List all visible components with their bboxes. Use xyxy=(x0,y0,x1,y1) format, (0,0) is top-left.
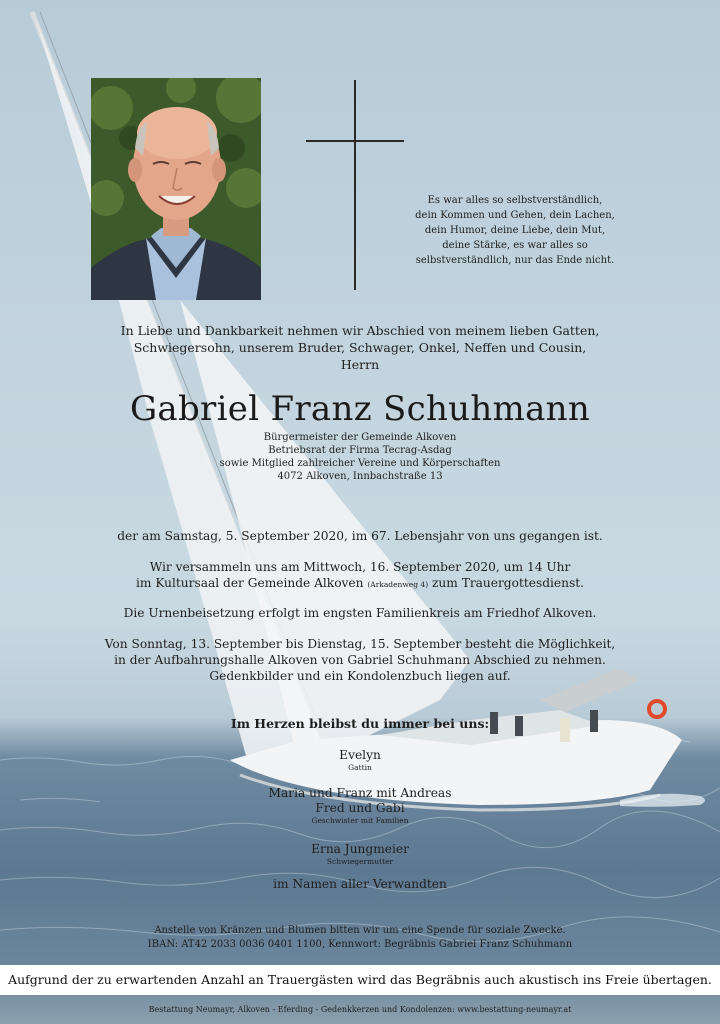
mourner-name: Maria und Franz mit Andreas xyxy=(268,786,452,800)
funeral-home-footer: Bestattung Neumayr, Alkoven - Eferding - Gedenkkerzen und Kondolenzen: www.bestattung-neumayr.at xyxy=(148,1005,572,1014)
cross-horizontal-bar xyxy=(306,140,404,142)
mourner-name: Fred und Gabi xyxy=(315,801,405,815)
venue-address: (Arkadenweg 4) xyxy=(367,580,429,589)
iban-line: IBAN: AT42 2033 0036 0401 1100, Kennwort: Begräbnis Gabriel Franz Schuhmann xyxy=(147,939,573,950)
mourner-role: Schwiegermutter xyxy=(326,857,394,866)
donation-line: Anstelle von Kränzen und Blumen bitten wir um eine Spende für soziale Zwecke. xyxy=(154,925,566,936)
intro-line: Herrn xyxy=(340,357,380,372)
mourner-relatives: im Namen aller Verwandten xyxy=(273,877,447,891)
donation-request xyxy=(60,924,660,952)
service-venue: im Kultursaal der Gemeinde Alkoven xyxy=(136,576,368,590)
urn-burial-info: Die Urnenbeisetzung erfolgt im engsten Familienkreis am Friedhof Alkoven. xyxy=(123,606,597,620)
title-line: sowie Mitglied zahlreicher Vereine und Körperschaften xyxy=(219,458,501,469)
mourner-name: Evelyn xyxy=(339,748,381,762)
title-line: Bürgermeister der Gemeinde Alkoven xyxy=(263,432,457,443)
poem-line: Es war alles so selbstverständlich, xyxy=(427,195,603,206)
title-line: Betriebsrat der Firma Tecrag-Asdag xyxy=(268,445,452,456)
intro-line: In Liebe und Dankbarkeit nehmen wir Abschied von meinem lieben Gatten, xyxy=(120,323,600,338)
poem-line: dein Kommen und Gehen, dein Lachen, xyxy=(415,210,615,221)
viewing-line: Von Sonntag, 13. September bis Dienstag, 15. September besteht die Möglichkeit, xyxy=(104,637,616,651)
deceased-name: Gabriel Franz Schuhmann xyxy=(129,389,591,429)
intro-line: Schwiegersohn, unserem Bruder, Schwager, Onkel, Neffen und Cousin, xyxy=(133,340,587,355)
portrait-photo xyxy=(91,78,261,300)
mourner-siblings xyxy=(60,786,660,825)
memorial-poem xyxy=(400,193,630,268)
mourner-role: Gattin xyxy=(348,763,372,772)
service-line-1: Wir versammeln uns am Mittwoch, 16. September 2020, um 14 Uhr xyxy=(149,560,571,574)
intro-text xyxy=(60,322,660,373)
viewing-line: in der Aufbahrungshalle Alkoven von Gabriel Schuhmann Abschied zu nehmen. xyxy=(114,653,606,667)
address-line: 4072 Alkoven, Innbachstraße 13 xyxy=(277,471,443,482)
mourner-mother-in-law xyxy=(60,842,660,866)
viewing-line: Gedenkbilder und ein Kondolenzbuch liegen auf. xyxy=(209,669,511,683)
service-info xyxy=(40,559,680,593)
poem-line: deine Stärke, es war alles so xyxy=(442,240,588,251)
service-type: zum Trauergottesdienst. xyxy=(428,576,584,590)
death-notice: der am Samstag, 5. September 2020, im 67. Lebensjahr von uns gegangen ist. xyxy=(117,529,603,543)
deceased-titles xyxy=(60,431,660,483)
poem-line: dein Humor, deine Liebe, dein Mut, xyxy=(424,225,606,236)
mourner-name: Erna Jungmeier xyxy=(311,842,409,856)
poem-line: selbstverständlich, nur das Ende nicht. xyxy=(415,255,615,266)
cross-vertical-bar xyxy=(354,80,356,290)
service-line-2 xyxy=(40,575,680,593)
viewing-info xyxy=(40,636,680,684)
mourner-role: Geschwister mit Familien xyxy=(311,816,409,825)
lifebuoy xyxy=(649,701,665,717)
mourner-wife xyxy=(60,748,660,772)
mourners-heading: Im Herzen bleibst du immer bei uns: xyxy=(230,716,490,731)
notice-banner: Aufgrund der zu erwartenden Anzahl an Trauergästen wird das Begräbnis auch akustisch ins Freie übertagen. xyxy=(0,965,720,995)
